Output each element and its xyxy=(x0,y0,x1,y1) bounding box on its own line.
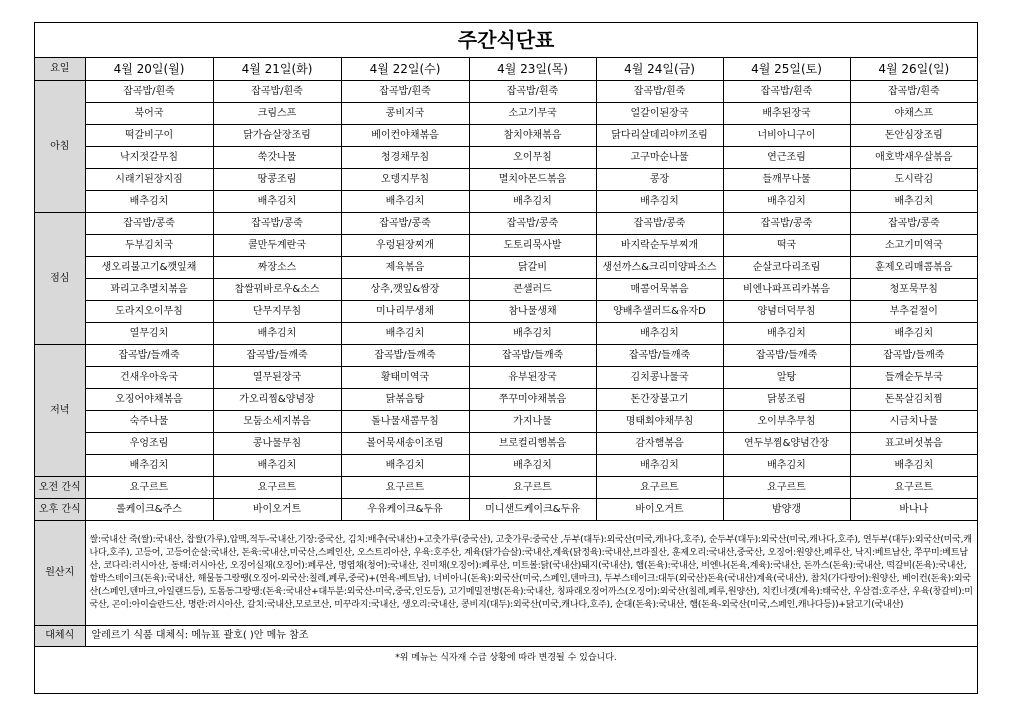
day-header: 4월 21일(화) xyxy=(213,58,341,81)
snack-row xyxy=(35,477,977,499)
snack-item: 바이오거트 xyxy=(596,499,723,521)
menu-item: 잡곡밥/흰죽 xyxy=(469,81,596,103)
menu-item: 열무된장국 xyxy=(213,367,341,389)
menu-item: 배추김치 xyxy=(850,323,977,345)
menu-item: 건새우아욱국 xyxy=(85,367,213,389)
snack-item: 요구르트 xyxy=(213,477,341,499)
menu-item: 바지락순두부찌개 xyxy=(596,235,723,257)
substitute-row xyxy=(35,626,977,647)
menu-item: 도라지오이무침 xyxy=(85,301,213,323)
menu-item: 닭다리살데리야끼조림 xyxy=(596,125,723,147)
menu-row xyxy=(35,191,977,213)
menu-item: 우렁된장찌개 xyxy=(341,235,469,257)
menu-item: 비엔나파프리카볶음 xyxy=(723,279,850,301)
menu-row xyxy=(35,125,977,147)
menu-item: 참나물생채 xyxy=(469,301,596,323)
menu-item: 청포묵무침 xyxy=(850,279,977,301)
meal-label: 저녁 xyxy=(35,345,85,477)
menu-item: 부추겉절이 xyxy=(850,301,977,323)
menu-item: 배추김치 xyxy=(596,455,723,477)
menu-item: 콩나물무침 xyxy=(213,433,341,455)
menu-item: 표고버섯볶음 xyxy=(850,433,977,455)
meal-label: 아침 xyxy=(35,81,85,213)
page-title: 주간식단표 xyxy=(35,23,977,58)
menu-item: 브로컬리햄볶음 xyxy=(469,433,596,455)
day-header: 4월 20일(월) xyxy=(85,58,213,81)
menu-item: 닭볶음탕 xyxy=(341,389,469,411)
snack-label: 오전 간식 xyxy=(35,477,85,499)
day-header: 4월 23일(목) xyxy=(469,58,596,81)
snack-item: 롤케이크&주스 xyxy=(85,499,213,521)
menu-item: 오이무침 xyxy=(469,147,596,169)
menu-item: 잡곡밥/흰죽 xyxy=(596,81,723,103)
snack-item: 요구르트 xyxy=(85,477,213,499)
menu-row xyxy=(35,257,977,279)
menu-item: 제육볶음 xyxy=(341,257,469,279)
origin-text: 쌀:국내산 죽(쌀):국내산, 찹쌀(가루),압맥,적두-국내산,기장:중국산, 김치:배추(국내산)+고춧가루(중국산), 고춧가루:중국산 ,두부(대두):외국산(미국,캐나다,호주), 순두부(대두):외국산(미국,캐나다,호주), 연두부(대두):외국산(미국,캐나다,호주), 고등어, 고등어순살:국내산, 돈육:국내산,미국산,스페인산, 오스트리아산, 우육:호주산, 계육(닭가슴살):국내산,계육(닭정육):국내산,브라질산, 훈제오리:국내산,중국산, 오징어:원양산,페루산, 낙지:베트남산, 쭈꾸미:베트남산, 코다리:러시아산, 동태:러시아산, 오징어실채(오징어):페루산, 명엽채(청어):국내산, 진미채(오징어):페루산, 미트볼:닭(국내산)돼지(국내산), 햄(돈육):국내산, 비엔나(돈육,계육):국내산, 돈까스(돈육):국내산, 떡갈비(돈육):국내산, 함박스테이크(돈육):국내산, 해물동그랑땡(오징어-외국산:칠레,페루,중국)+(연육-베트남), 너비아니(돈육):외국산(미국,스페인,덴마크), 두부스테이크:대두(외국산)돈육(국내산)계육(국내산), 참치(가다랑어):원양산, 베이컨(돈육):외국산(스페인,덴마크,아일랜드등), 도톰동그랑땡:(돈육:국내산+대두분:외국산-미국,중국,인도등), 고기메밀전병(돈육):국내산, 칭파래오징어까스(오징어):외국산(칠레,페루,원양산), 치킨너겟(계육):태국산, 우삼겹:호주산, 우육(창갈비):미국산, 곤이:아이슬란드산, 명란:러시아산, 갈치:국내산,모로코산, 미꾸라지:국내산, 생오리:국내산, 콩비지(대두):외국산(미국,캐나다,호주), 순대(돈육):국내산, 햄(돈육-외국산(미국,스페인,캐나다등))+닭고기(국내산) xyxy=(85,521,977,626)
menu-item: 배추김치 xyxy=(341,191,469,213)
menu-item: 잡곡밥/들깨죽 xyxy=(341,345,469,367)
menu-item: 잡곡밥/흰죽 xyxy=(341,81,469,103)
menu-item: 소고기미역국 xyxy=(850,235,977,257)
menu-item: 명태회야채무침 xyxy=(596,411,723,433)
day-header: 4월 25일(토) xyxy=(723,58,850,81)
snack-item: 요구르트 xyxy=(596,477,723,499)
weekday-header-label: 요일 xyxy=(35,58,85,81)
menu-item: 배추김치 xyxy=(85,191,213,213)
menu-item: 떡국 xyxy=(723,235,850,257)
menu-item: 잡곡밥/들깨죽 xyxy=(850,345,977,367)
menu-item: 떡갈비구이 xyxy=(85,125,213,147)
snack-item: 요구르트 xyxy=(723,477,850,499)
substitute-text: 알레르기 식품 대체식: 메뉴표 괄호( )안 메뉴 참조 xyxy=(85,626,977,647)
menu-item: 황태미역국 xyxy=(341,367,469,389)
menu-item: 잡곡밥/콩죽 xyxy=(723,213,850,235)
day-header: 4월 24일(금) xyxy=(596,58,723,81)
snack-item: 밤양갱 xyxy=(723,499,850,521)
menu-item: 연두부찜&양념간장 xyxy=(723,433,850,455)
menu-item: 시래기된장지짐 xyxy=(85,169,213,191)
menu-item: 도시락김 xyxy=(850,169,977,191)
menu-item: 배추김치 xyxy=(850,191,977,213)
menu-item: 배추김치 xyxy=(596,191,723,213)
menu-row xyxy=(35,147,977,169)
menu-item: 배추김치 xyxy=(850,455,977,477)
menu-item: 얼갈이된장국 xyxy=(596,103,723,125)
menu-item: 생오리불고기&깻잎채 xyxy=(85,257,213,279)
menu-row xyxy=(35,323,977,345)
snack-row xyxy=(35,499,977,521)
menu-item: 잡곡밥/콩죽 xyxy=(213,213,341,235)
menu-item: 닭봉조림 xyxy=(723,389,850,411)
footnote: *위 메뉴는 식자재 수급 상황에 따라 변경될 수 있습니다. xyxy=(35,647,977,669)
menu-item: 배추김치 xyxy=(85,455,213,477)
menu-item: 훈제오리매콤볶음 xyxy=(850,257,977,279)
menu-item: 쑥갓나물 xyxy=(213,147,341,169)
menu-item: 잡곡밥/콩죽 xyxy=(85,213,213,235)
menu-item: 모둠소세지볶음 xyxy=(213,411,341,433)
menu-item: 가지나물 xyxy=(469,411,596,433)
snack-item: 바이오거트 xyxy=(213,499,341,521)
menu-item: 열무김치 xyxy=(85,323,213,345)
menu-item: 도토리묵사발 xyxy=(469,235,596,257)
menu-item: 잡곡밥/들깨죽 xyxy=(723,345,850,367)
menu-item: 알탕 xyxy=(723,367,850,389)
menu-item: 볼어묵새송이조림 xyxy=(341,433,469,455)
menu-row xyxy=(35,367,977,389)
menu-item: 청경채무침 xyxy=(341,147,469,169)
menu-item: 잡곡밥/들깨죽 xyxy=(469,345,596,367)
menu-row xyxy=(35,235,977,257)
menu-item: 돈목살김치찜 xyxy=(850,389,977,411)
menu-item: 상추,깻잎&쌈장 xyxy=(341,279,469,301)
menu-item: 잡곡밥/들깨죽 xyxy=(213,345,341,367)
menu-item: 배추김치 xyxy=(596,323,723,345)
menu-item: 닭가슴살장조림 xyxy=(213,125,341,147)
menu-item: 콜만두계란국 xyxy=(213,235,341,257)
snack-item: 요구르트 xyxy=(469,477,596,499)
menu-item: 너비아니구이 xyxy=(723,125,850,147)
menu-item: 잡곡밥/흰죽 xyxy=(213,81,341,103)
menu-item: 소고기무국 xyxy=(469,103,596,125)
menu-item: 찹쌀꿔바로우&소스 xyxy=(213,279,341,301)
menu-item: 닭갈비 xyxy=(469,257,596,279)
menu-item: 두부김치국 xyxy=(85,235,213,257)
menu-item: 잡곡밥/콩죽 xyxy=(469,213,596,235)
menu-item: 배추김치 xyxy=(469,455,596,477)
menu-item: 돌나물새콤무침 xyxy=(341,411,469,433)
menu-item: 배추김치 xyxy=(723,455,850,477)
menu-row xyxy=(35,279,977,301)
menu-item: 돈간장불고기 xyxy=(596,389,723,411)
menu-row xyxy=(35,301,977,323)
day-header: 4월 22일(수) xyxy=(341,58,469,81)
menu-item: 콘샐러드 xyxy=(469,279,596,301)
menu-item: 숙주나물 xyxy=(85,411,213,433)
menu-item: 매콤어묵볶음 xyxy=(596,279,723,301)
menu-item: 잡곡밥/흰죽 xyxy=(850,81,977,103)
menu-item: 연근조림 xyxy=(723,147,850,169)
menu-item: 참치야채볶음 xyxy=(469,125,596,147)
menu-row xyxy=(35,103,977,125)
menu-item: 유부된장국 xyxy=(469,367,596,389)
menu-row xyxy=(35,389,977,411)
menu-item: 양념더덕무침 xyxy=(723,301,850,323)
snack-item: 요구르트 xyxy=(850,477,977,499)
menu-item: 오징어야채볶음 xyxy=(85,389,213,411)
menu-row xyxy=(35,433,977,455)
menu-item: 오뎅지무침 xyxy=(341,169,469,191)
menu-item: 생선까스&크리미양파소스 xyxy=(596,257,723,279)
menu-row xyxy=(35,455,977,477)
menu-item: 김치콩나물국 xyxy=(596,367,723,389)
menu-item: 오이부추무침 xyxy=(723,411,850,433)
footnote-row xyxy=(35,647,977,669)
menu-item: 잡곡밥/콩죽 xyxy=(850,213,977,235)
menu-row xyxy=(35,345,977,367)
menu-row xyxy=(35,81,977,103)
menu-item: 배추김치 xyxy=(723,323,850,345)
menu-item: 시금치나물 xyxy=(850,411,977,433)
day-header: 4월 26일(일) xyxy=(850,58,977,81)
snack-item: 미니샌드케이크&두유 xyxy=(469,499,596,521)
menu-item: 배추김치 xyxy=(213,191,341,213)
snack-label: 오후 간식 xyxy=(35,499,85,521)
meal-label: 점심 xyxy=(35,213,85,345)
menu-item: 순살코다리조림 xyxy=(723,257,850,279)
snack-item: 바나나 xyxy=(850,499,977,521)
menu-item: 양배추샐러드&유자D xyxy=(596,301,723,323)
menu-item: 애호박새우살볶음 xyxy=(850,147,977,169)
menu-item: 잡곡밥/콩죽 xyxy=(596,213,723,235)
menu-item: 가오리찜&양념장 xyxy=(213,389,341,411)
menu-row xyxy=(35,213,977,235)
menu-item: 잡곡밥/흰죽 xyxy=(723,81,850,103)
menu-item: 야채스프 xyxy=(850,103,977,125)
menu-item: 들깨순두부국 xyxy=(850,367,977,389)
menu-item: 베이컨야채볶음 xyxy=(341,125,469,147)
menu-item: 고구마순나물 xyxy=(596,147,723,169)
menu-item: 배추된장국 xyxy=(723,103,850,125)
menu-item: 배추김치 xyxy=(469,323,596,345)
menu-item: 콩장 xyxy=(596,169,723,191)
snack-item: 우유케이크&두유 xyxy=(341,499,469,521)
menu-item: 쭈꾸미야채볶음 xyxy=(469,389,596,411)
menu-item: 감자햄볶음 xyxy=(596,433,723,455)
menu-item: 배추김치 xyxy=(213,455,341,477)
menu-item: 우엉조림 xyxy=(85,433,213,455)
menu-item: 배추김치 xyxy=(341,323,469,345)
menu-item: 들깨무나물 xyxy=(723,169,850,191)
menu-row xyxy=(35,411,977,433)
menu-item: 배추김치 xyxy=(469,191,596,213)
menu-item: 잡곡밥/들깨죽 xyxy=(85,345,213,367)
origin-row xyxy=(35,521,977,626)
menu-row xyxy=(35,169,977,191)
menu-item: 땅콩조림 xyxy=(213,169,341,191)
menu-item: 돈안심장조림 xyxy=(850,125,977,147)
weekly-menu-sheet xyxy=(34,22,978,694)
menu-item: 멸치아몬드볶음 xyxy=(469,169,596,191)
menu-item: 짜장소스 xyxy=(213,257,341,279)
menu-item: 잡곡밥/콩죽 xyxy=(341,213,469,235)
menu-item: 꽈리고추멸치볶음 xyxy=(85,279,213,301)
origin-label: 원산지 xyxy=(35,521,85,626)
menu-item: 단무지무침 xyxy=(213,301,341,323)
menu-item: 콩비지국 xyxy=(341,103,469,125)
menu-item: 배추김치 xyxy=(723,191,850,213)
menu-item: 미나리무생채 xyxy=(341,301,469,323)
menu-item: 크림스프 xyxy=(213,103,341,125)
menu-item: 잡곡밥/들깨죽 xyxy=(596,345,723,367)
menu-item: 낙지젓갈무침 xyxy=(85,147,213,169)
substitute-label: 대체식 xyxy=(35,626,85,647)
menu-item: 잡곡밥/흰죽 xyxy=(85,81,213,103)
weekly-menu-table xyxy=(35,23,977,668)
snack-item: 요구르트 xyxy=(341,477,469,499)
menu-item: 배추김치 xyxy=(341,455,469,477)
menu-item: 북어국 xyxy=(85,103,213,125)
menu-item: 배추김치 xyxy=(213,323,341,345)
